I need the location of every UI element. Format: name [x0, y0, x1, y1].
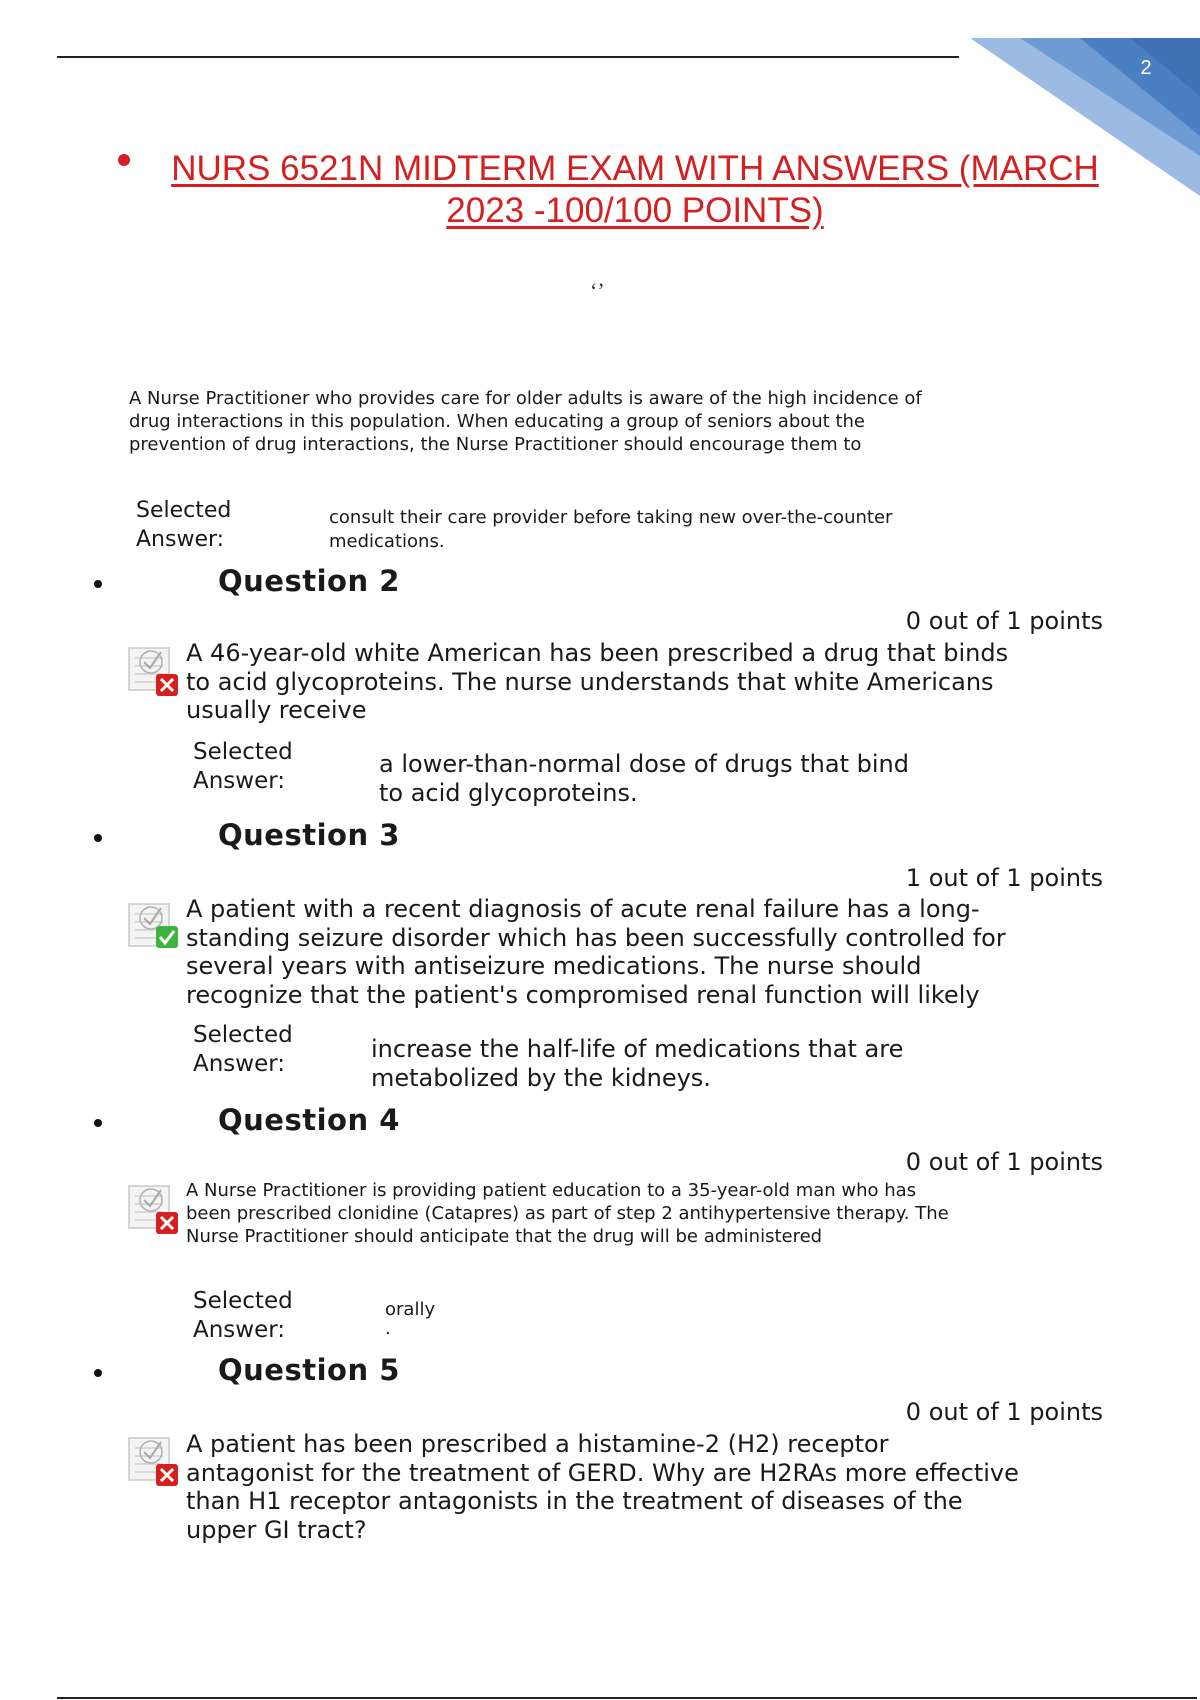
question-text-line: upper GI tract? — [186, 1515, 367, 1544]
footer-rule — [57, 1697, 1197, 1699]
question-text-line: standing seizure disorder which has been successfully controlled for — [186, 923, 1006, 952]
question-text-line: been prescribed clonidine (Catapres) as part of step 2 antihypertensive therapy. The — [186, 1203, 949, 1224]
title-bullet-icon — [118, 154, 130, 166]
selected-answer-text — [379, 750, 1079, 807]
selected-answer-label — [193, 1287, 293, 1345]
question-2-text — [186, 639, 1086, 725]
selected-label-line: Answer: — [193, 1051, 286, 1077]
answer-line: a lower-than-normal dose of drugs that bind — [379, 750, 909, 778]
question-2-points: 0 out of 1 points — [905, 607, 1103, 635]
answer-line: orally — [385, 1299, 436, 1320]
question-text-line: A 46-year-old white American has been prescribed a drug that binds — [186, 639, 1009, 667]
answer-line: metabolized by the kidneys. — [371, 1063, 711, 1092]
question-5-points: 0 out of 1 points — [905, 1398, 1103, 1426]
question-3-points: 1 out of 1 points — [905, 864, 1103, 892]
quote-mark: ‘’ — [590, 278, 605, 303]
question-text-line: antagonist for the treatment of GERD. Why are H2RAs more effective — [186, 1458, 1019, 1487]
correct-check-icon — [127, 898, 181, 954]
incorrect-x-icon — [127, 1180, 181, 1236]
selected-answer-label — [136, 496, 231, 554]
question-text-line: A patient with a recent diagnosis of acute renal failure has a long- — [186, 895, 980, 923]
answer-line: . — [385, 1318, 391, 1339]
question-text-line: several years with antiseizure medications. The nurse should — [186, 952, 922, 980]
question-text-line: A Nurse Practitioner who provides care for older adults is aware of the high incidence of — [129, 388, 922, 409]
question-bullet — [94, 834, 102, 842]
selected-answer-label — [193, 738, 293, 796]
title-line-1: NURS 6521N MIDTERM EXAM WITH ANSWERS (MARCH — [171, 149, 1099, 188]
selected-answer-label — [193, 1021, 293, 1079]
header-rule — [57, 56, 959, 58]
answer-line: consult their care provider before taking new over-the-counter — [329, 507, 893, 528]
question-bullet — [94, 580, 102, 588]
question-text-line: prevention of drug interactions, the Nurse Practitioner should encourage them to — [129, 434, 862, 455]
question-text-line: to acid glycoproteins. The nurse understands that white Americans — [186, 667, 994, 696]
question-text-line: than H1 receptor antagonists in the treatment of diseases of the — [186, 1487, 963, 1515]
question-3-text — [186, 895, 1086, 1009]
question-5-heading: Question 5 — [218, 1353, 400, 1387]
question-bullet — [94, 1369, 102, 1377]
answer-line: increase the half-life of medications that are — [371, 1035, 904, 1063]
question-4-heading: Question 4 — [218, 1103, 400, 1137]
title-line-2: 2023 -100/100 POINTS) — [446, 191, 824, 230]
selected-label-line: Selected — [193, 739, 293, 765]
question-2-heading: Question 2 — [218, 564, 400, 598]
question-text-line: recognize that the patient's compromised renal function will likely — [186, 980, 980, 1009]
selected-label-line: Selected — [136, 498, 232, 523]
incorrect-x-icon — [127, 642, 181, 698]
selected-label-line: Answer: — [193, 768, 286, 794]
question-bullet — [94, 1119, 102, 1127]
question-text-line: usually receive — [186, 696, 367, 724]
answer-line: to acid glycoproteins. — [379, 778, 638, 807]
page-number: 2 — [1140, 57, 1152, 79]
question-text-line: A patient has been prescribed a histamine-2 (H2) receptor — [186, 1430, 889, 1458]
selected-label-line: Selected — [193, 1288, 293, 1314]
answer-line: medications. — [329, 531, 445, 552]
document-title — [150, 148, 1120, 232]
selected-label-line: Answer: — [193, 1317, 286, 1343]
incorrect-x-icon — [127, 1432, 181, 1488]
question-text-line: drug interactions in this population. When educating a group of seniors about the — [129, 411, 866, 432]
question-5-text — [186, 1430, 1086, 1544]
selected-answer-text — [371, 1035, 1071, 1092]
selected-label-line: Answer: — [136, 527, 225, 552]
question-4-points: 0 out of 1 points — [905, 1148, 1103, 1176]
question-4-text — [186, 1179, 1086, 1248]
question-1-text — [129, 387, 1089, 456]
question-text-line: A Nurse Practitioner is providing patient education to a 35-year-old man who has — [186, 1180, 917, 1201]
selected-answer-text — [329, 506, 1029, 554]
selected-answer-text — [385, 1298, 685, 1339]
question-3-heading: Question 3 — [218, 818, 400, 852]
selected-label-line: Selected — [193, 1022, 293, 1048]
question-text-line: Nurse Practitioner should anticipate that the drug will be administered — [186, 1226, 823, 1247]
